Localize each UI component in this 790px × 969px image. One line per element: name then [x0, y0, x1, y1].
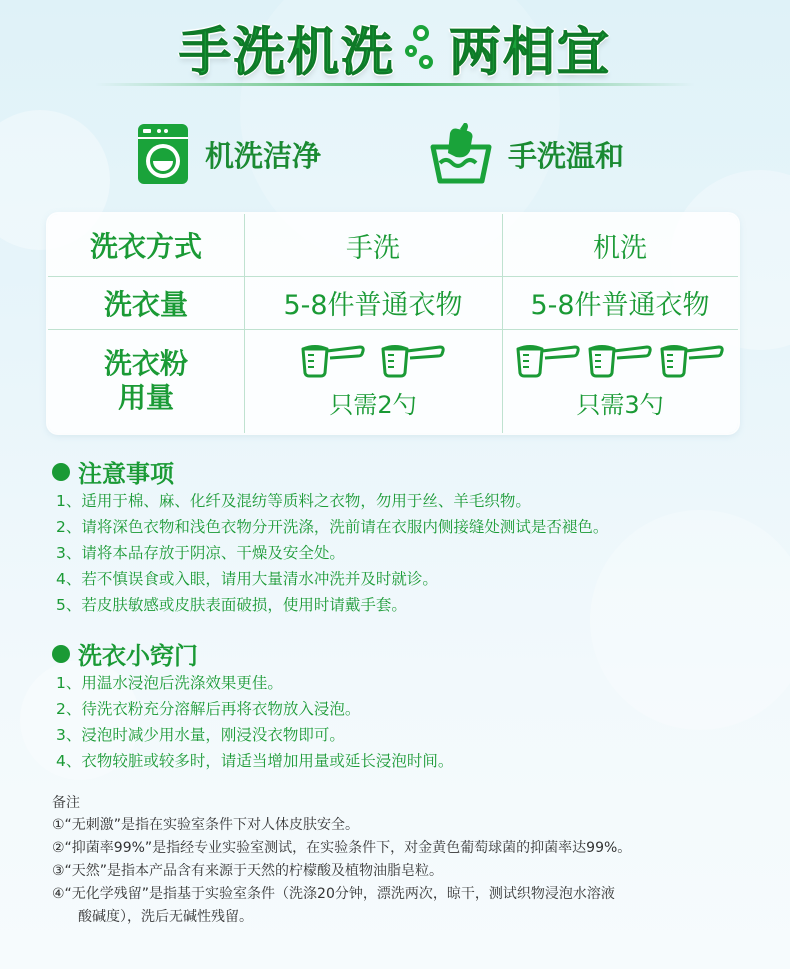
hand-wash-icon: [430, 123, 492, 185]
feature-hand-label: 手洗温和: [508, 138, 625, 173]
precautions-title-text: 注意事项: [78, 460, 174, 488]
note-line: ②“抑菌率99%”是指经专业实验室测试，在实验条件下，对金黄色葡萄球菌的抑菌率达99%。: [52, 840, 632, 856]
list-item: 2、待洗衣粉充分溶解后再将衣物放入浸泡。: [56, 700, 361, 718]
page-title: [0, 10, 790, 90]
powder-label-line2: 用量: [117, 381, 174, 414]
bullet-dot-icon: [52, 645, 70, 663]
list-item: 4、若不慎误食或入眼，请用大量清水冲洗并及时就诊。: [56, 570, 438, 588]
notes-section: [52, 792, 752, 929]
note-line: ④“无化学残留”是指基于实验室条件（洗涤20分钟，漂洗两次，晾干，测试织物浸泡水溶液: [52, 886, 615, 902]
powder-label: [48, 329, 244, 433]
measuring-scoop-icon: [380, 343, 446, 379]
measuring-scoop-icon: [659, 343, 725, 379]
scoop-group-machine: [515, 343, 725, 379]
powder-machine: [502, 329, 738, 433]
precautions-list: [56, 488, 608, 618]
note-line: 酸碱度），洗后无碱性残留。: [78, 909, 253, 925]
list-item: 3、浸泡时减少用水量，刚浸没衣物即可。: [56, 726, 345, 744]
washing-machine-icon: [137, 123, 189, 185]
title-part1: 手洗机洗: [178, 23, 395, 83]
powder-label-line1: 洗衣粉: [103, 347, 188, 380]
table-header-hand: 手洗: [346, 232, 400, 264]
powder-hand-text: 只需2勺: [329, 390, 417, 419]
powder-hand: [244, 329, 502, 433]
scoop-group-hand: [300, 343, 446, 379]
list-item: 1、用温水浸泡后洗涤效果更佳。: [56, 674, 283, 692]
bubbles-icon: [405, 23, 439, 73]
table-header-label: 洗衣方式: [89, 230, 202, 263]
bullet-dot-icon: [52, 463, 70, 481]
list-item: 3、请将本品存放于阴凉、干燥及安全处。: [56, 544, 345, 562]
title-underline: [95, 83, 695, 86]
feature-machine: [137, 123, 321, 185]
feature-row: [0, 118, 790, 198]
feature-machine-label: 机洗洁净: [205, 138, 322, 173]
title-part2: 两相宜: [449, 23, 612, 83]
tips-title: [52, 636, 198, 671]
list-item: 5、若皮肤敏感或皮肤表面破损，使用时请戴手套。: [56, 596, 407, 614]
measuring-scoop-icon: [515, 343, 581, 379]
usage-table: [48, 214, 738, 433]
tips-list: [56, 670, 453, 774]
table-header-machine: 机洗: [593, 232, 647, 264]
precautions-title: [52, 454, 174, 489]
notes-head: 备注: [52, 795, 80, 811]
measuring-scoop-icon: [300, 343, 366, 379]
list-item: 4、衣物较脏或较多时，请适当增加用量或延长浸泡时间。: [56, 752, 454, 770]
note-line: ③“天然”是指本产品含有来源于天然的柠檬酸及植物油脂皂粒。: [52, 863, 444, 879]
list-item: 1、适用于棉、麻、化纤及混纺等质料之衣物，勿用于丝、羊毛织物。: [56, 492, 531, 510]
feature-hand: [430, 123, 624, 185]
measuring-scoop-icon: [587, 343, 653, 379]
amount-label: 洗衣量: [103, 287, 188, 321]
amount-hand: 5-8件普通衣物: [283, 290, 463, 321]
tips-title-text: 洗衣小窍门: [78, 642, 198, 670]
powder-machine-text: 只需3勺: [576, 390, 664, 419]
note-line: ①“无刺激”是指在实验室条件下对人体皮肤安全。: [52, 817, 360, 833]
amount-machine: 5-8件普通衣物: [530, 290, 710, 321]
list-item: 2、请将深色衣物和浅色衣物分开洗涤，洗前请在衣服内侧接缝处测试是否褪色。: [56, 518, 609, 536]
